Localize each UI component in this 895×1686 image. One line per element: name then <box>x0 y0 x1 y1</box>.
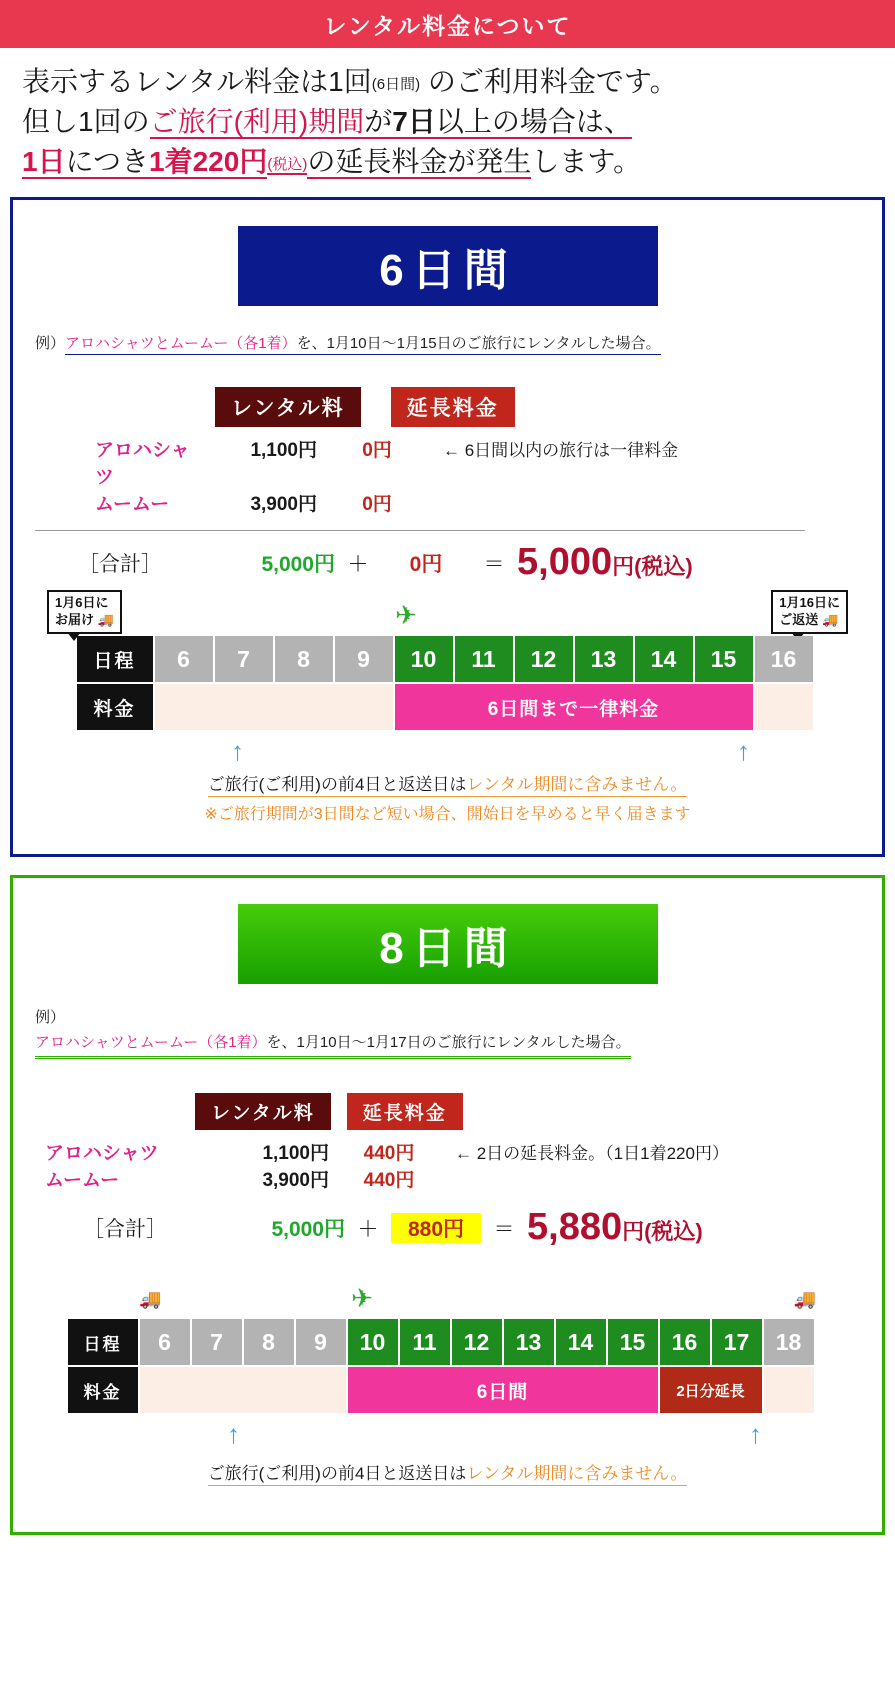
intro-l3-c: 1着220円 <box>149 145 268 177</box>
item-name: ムームー <box>95 494 170 516</box>
example-label: 例） <box>35 335 66 353</box>
section-6days-title <box>238 226 658 306</box>
item-extension: 440円 <box>363 1143 415 1165</box>
equals-sign: ＝ <box>483 552 505 576</box>
delivery-callout <box>47 590 122 634</box>
return-callout-line2: ご返送 🚚 <box>779 612 839 628</box>
item-extension: 0円 <box>362 440 392 462</box>
note1-b: レンタル期間に含みません。 <box>466 775 687 797</box>
equals-sign: ＝ <box>493 1217 515 1241</box>
calendar-day: 14 <box>556 1319 606 1365</box>
section-8days-note-1 <box>13 1459 882 1484</box>
calendar-fee-header: 料金 <box>68 1367 138 1413</box>
calendar-fee-row <box>68 1367 828 1413</box>
example-label: 例） <box>35 1009 66 1027</box>
fee-extension-band: 2日分延長 <box>660 1367 762 1413</box>
example-tail: を、1月10日〜1月15日のご旅行にレンタルした場合。 <box>297 335 661 355</box>
amount-row <box>35 1138 882 1165</box>
calendar-day: 15 <box>695 636 753 682</box>
calendar-day: 17 <box>712 1319 762 1365</box>
amount-row <box>35 435 882 489</box>
intro-l3-a: 1日 <box>22 145 66 177</box>
section-6days-note-1 <box>13 770 882 795</box>
total-rental: 5,000円 <box>261 552 335 576</box>
banner-title: レンタル料金について <box>323 12 572 39</box>
fee-blank-pre <box>155 684 393 730</box>
intro-l2-e: 以上の場合は、 <box>435 105 632 137</box>
plus-sign: ＋ <box>347 552 369 576</box>
calendar-day: 16 <box>755 636 813 682</box>
calendar-day: 11 <box>400 1319 450 1365</box>
total-label: ［合計］ <box>83 1217 167 1241</box>
calendar-day: 8 <box>244 1319 294 1365</box>
section-6days-example <box>35 332 882 353</box>
grand-total <box>527 1206 703 1249</box>
total-line <box>35 1196 805 1249</box>
truck-icon-delivery: 🚚 <box>139 1289 162 1310</box>
total-extension: 880円 <box>391 1213 481 1243</box>
calendar-day: 7 <box>215 636 273 682</box>
grand-total <box>517 541 693 584</box>
intro-l1-a: 表示するレンタル料金は1回 <box>22 66 372 97</box>
section-8days-title <box>238 904 658 984</box>
plane-icon: ✈ <box>351 1283 373 1314</box>
intro-text <box>0 48 895 187</box>
calendar-8days <box>68 1319 828 1413</box>
calendar-days-header: 日程 <box>68 1319 138 1365</box>
example-body: アロハシャツとムームー（各1着） <box>35 1034 267 1052</box>
calendar-day: 6 <box>155 636 213 682</box>
return-callout <box>771 590 848 634</box>
intro-line-1 <box>22 62 877 102</box>
section-6days <box>10 197 885 857</box>
calendar-day: 11 <box>455 636 513 682</box>
calendar-day: 14 <box>635 636 693 682</box>
item-rental: 3,900円 <box>262 1170 329 1192</box>
item-extension: 440円 <box>363 1170 415 1192</box>
calendar-day: 6 <box>140 1319 190 1365</box>
arrow-up-start-icon: ↑ <box>227 1419 240 1450</box>
intro-l3-b: につき <box>65 145 150 177</box>
item-rental: 1,100円 <box>262 1143 329 1165</box>
section-6days-title-text: 6日間 <box>379 246 516 296</box>
arrow-up-end-icon: ↑ <box>737 736 750 767</box>
page-banner <box>0 0 895 48</box>
fee-blank-post <box>755 684 813 730</box>
calendar-day: 12 <box>452 1319 502 1365</box>
note1-a: ご旅行(ご利用)の前4日と返送日は <box>208 1464 467 1486</box>
calendar-days-row <box>77 636 819 682</box>
intro-l2-a: 但し1回の <box>22 105 150 137</box>
side-note: ← 2日の延長料金。（1日1着220円） <box>455 1144 729 1164</box>
truck-icon-return: 🚚 <box>793 1289 816 1310</box>
grand-total-number: 5,000 <box>517 541 613 584</box>
intro-l3-d: の延長料金が発生 <box>307 145 532 177</box>
grand-total-unit: 円(税込) <box>622 1219 703 1245</box>
intro-l2-b: ご旅行(利用)期間 <box>149 105 365 137</box>
note1-a: ご旅行(ご利用)の前4日と返送日は <box>208 775 467 797</box>
section-8days-amounts <box>13 1093 882 1249</box>
intro-l2-d: 7日 <box>392 105 436 137</box>
example-tail: を、1月10日〜1月17日のご旅行にレンタルした場合。 <box>266 1034 631 1052</box>
plus-sign: ＋ <box>357 1217 379 1241</box>
calendar-day: 15 <box>608 1319 658 1365</box>
section-8days-example <box>35 1031 631 1059</box>
section-8days <box>10 875 885 1535</box>
fee-blank-post <box>764 1367 814 1413</box>
fee-blank-pre <box>140 1367 346 1413</box>
calendar-fee-header: 料金 <box>77 684 153 730</box>
calendar-day: 13 <box>575 636 633 682</box>
intro-l3-small: (税込) <box>267 155 308 173</box>
amount-column-tags <box>215 387 882 427</box>
calendar-day: 9 <box>296 1319 346 1365</box>
item-rental: 1,100円 <box>250 440 317 462</box>
calendar-day: 9 <box>335 636 393 682</box>
calendar-6days <box>77 636 819 730</box>
col-extension-tag: 延長料金 <box>347 1093 463 1130</box>
fee-pink-band: 6日間まで一律料金 <box>395 684 753 730</box>
arrow-up-end-icon: ↑ <box>749 1419 762 1450</box>
note1-b: レンタル期間に含みません。 <box>466 1464 687 1486</box>
amount-rows <box>35 435 882 516</box>
truck-icon: 🚚 <box>821 612 839 628</box>
col-rental-tag: レンタル料 <box>195 1093 331 1130</box>
intro-l1-small: (6日間) <box>371 76 421 93</box>
item-name: アロハシャツ <box>45 1143 159 1165</box>
grand-total-unit: 円(税込) <box>612 554 693 580</box>
total-label: ［合計］ <box>78 552 162 576</box>
delivery-callout-line1: 1月6日に <box>55 595 109 611</box>
calendar-day: 10 <box>395 636 453 682</box>
item-name: ムームー <box>45 1170 120 1192</box>
example-body: アロハシャツとムームー（各1着） <box>65 335 297 355</box>
return-callout-line1: 1月16日に <box>779 595 840 611</box>
section-6days-note-2: ※ご旅行期間が3日間など短い場合、開始日を早めると早く届きます <box>204 806 691 824</box>
section-6days-amounts <box>13 387 882 584</box>
col-rental-tag: レンタル料 <box>215 387 361 427</box>
intro-l1-b: のご利用料金です。 <box>420 66 678 97</box>
fee-pink-band: 6日間 <box>348 1367 658 1413</box>
total-line <box>35 530 805 584</box>
calendar-days-header: 日程 <box>77 636 153 682</box>
item-name: アロハシャツ <box>95 440 190 489</box>
amount-rows <box>35 1138 882 1192</box>
total-rental: 5,000円 <box>271 1217 345 1241</box>
calendar-day: 18 <box>764 1319 814 1365</box>
side-note: ← 6日間以内の旅行は一律料金 <box>443 441 679 461</box>
item-rental: 3,900円 <box>250 494 317 516</box>
section-8days-calendar-area <box>13 1283 882 1484</box>
col-extension-tag: 延長料金 <box>391 387 515 427</box>
arrow-up-start-icon: ↑ <box>231 736 244 767</box>
truck-icon: 🚚 <box>97 612 114 628</box>
calendar-day: 7 <box>192 1319 242 1365</box>
calendar-day: 13 <box>504 1319 554 1365</box>
calendar-fee-row <box>77 684 819 730</box>
grand-total-number: 5,880 <box>527 1206 623 1249</box>
section-8days-title-text: 8日間 <box>379 924 516 974</box>
calendar-day: 16 <box>660 1319 710 1365</box>
intro-line-2 <box>22 102 877 142</box>
section-8days-example-label <box>35 1006 882 1027</box>
amount-column-tags <box>195 1093 882 1130</box>
calendar-day: 10 <box>348 1319 398 1365</box>
calendar-days-row <box>68 1319 828 1365</box>
delivery-callout-line2: お届け 🚚 <box>55 612 114 628</box>
total-extension: 0円 <box>409 552 443 576</box>
amount-row <box>35 489 882 516</box>
amount-row <box>35 1165 882 1192</box>
section-6days-calendar-area <box>13 595 882 824</box>
intro-l2-c: が <box>364 105 393 137</box>
calendar-day: 8 <box>275 636 333 682</box>
plane-icon: ✈ <box>395 600 417 631</box>
item-extension: 0円 <box>362 494 392 516</box>
intro-l3-e: します。 <box>531 145 642 177</box>
intro-line-3 <box>22 142 877 182</box>
calendar-day: 12 <box>515 636 573 682</box>
